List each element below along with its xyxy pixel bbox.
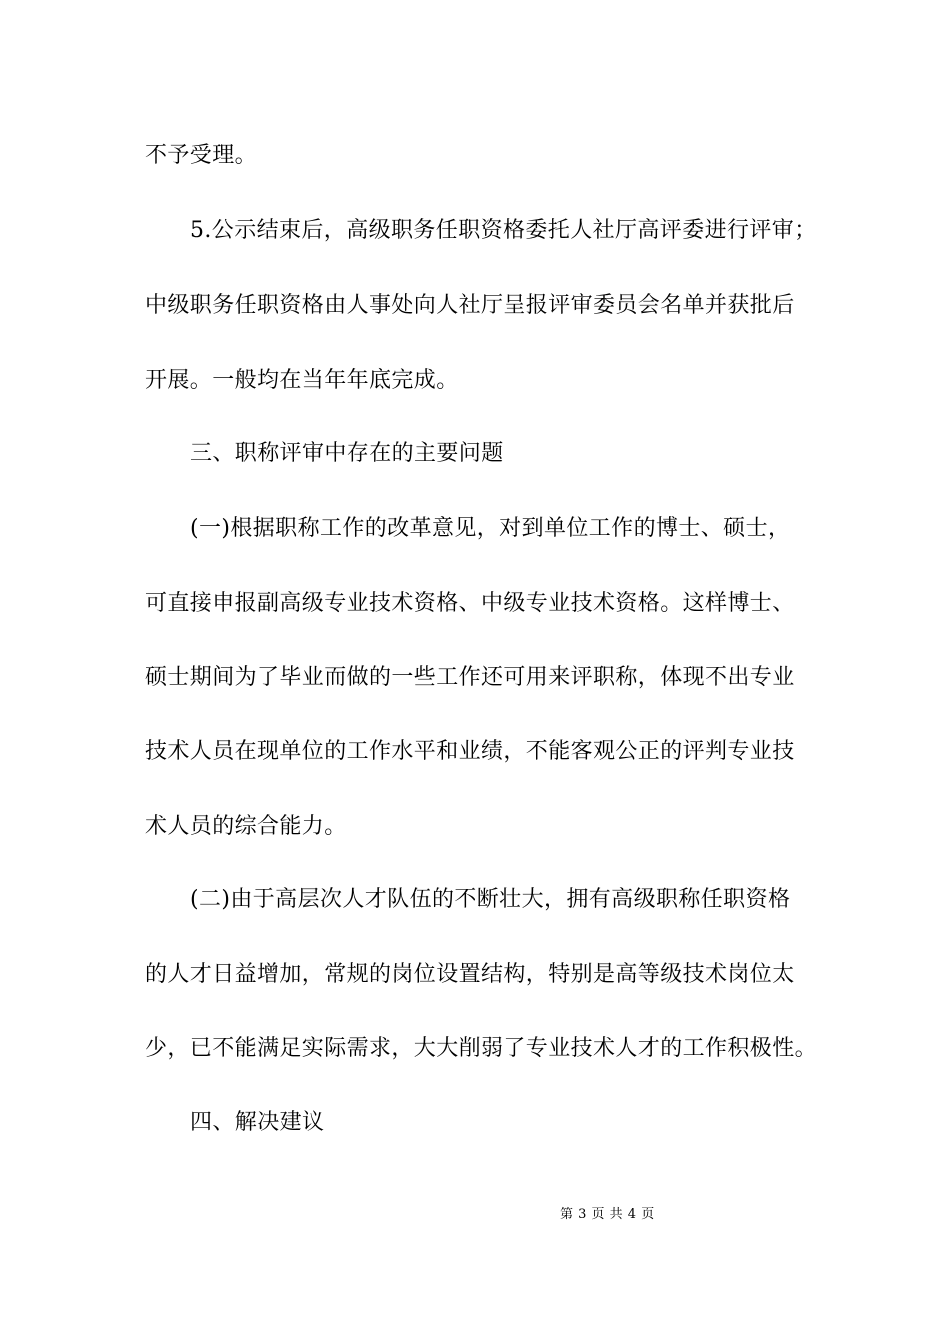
section-heading: 四、解决建议 xyxy=(190,1110,325,1135)
text-line: 不予受理。 xyxy=(145,143,258,168)
text-line: 的人才日益增加，常规的岗位设置结构，特别是高等级技术岗位太 xyxy=(145,962,795,987)
page-number: 第 3 页 共 4 页 xyxy=(560,1207,655,1222)
section-heading: 三、职称评审中存在的主要问题 xyxy=(190,441,504,466)
text-line: 可直接申报副高级专业技术资格、中级专业技术资格。这样博士、 xyxy=(145,591,795,616)
text-line: (二)由于高层次人才队伍的不断壮大，拥有高级职称任职资格 xyxy=(190,887,791,912)
text-line: 技术人员在现单位的工作水平和业绩，不能客观公正的评判专业技 xyxy=(145,739,795,764)
text-line: 少，已不能满足实际需求，大大削弱了专业技术人才的工作积极性。 xyxy=(145,1036,818,1061)
text-line: 开展。一般均在当年年底完成。 xyxy=(145,368,459,393)
text-line: 术人员的综合能力。 xyxy=(145,814,347,839)
text-line: 中级职务任职资格由人事处向人社厅呈报评审委员会名单并获批后 xyxy=(145,293,795,318)
text-line: (一)根据职称工作的改革意见，对到单位工作的博士、硕士， xyxy=(190,516,791,541)
text-line: 5.公示结束后，高级职务任职资格委托人社厅高评委进行评审； xyxy=(190,218,817,243)
text-line: 硕士期间为了毕业而做的一些工作还可用来评职称，体现不出专业 xyxy=(145,665,795,690)
